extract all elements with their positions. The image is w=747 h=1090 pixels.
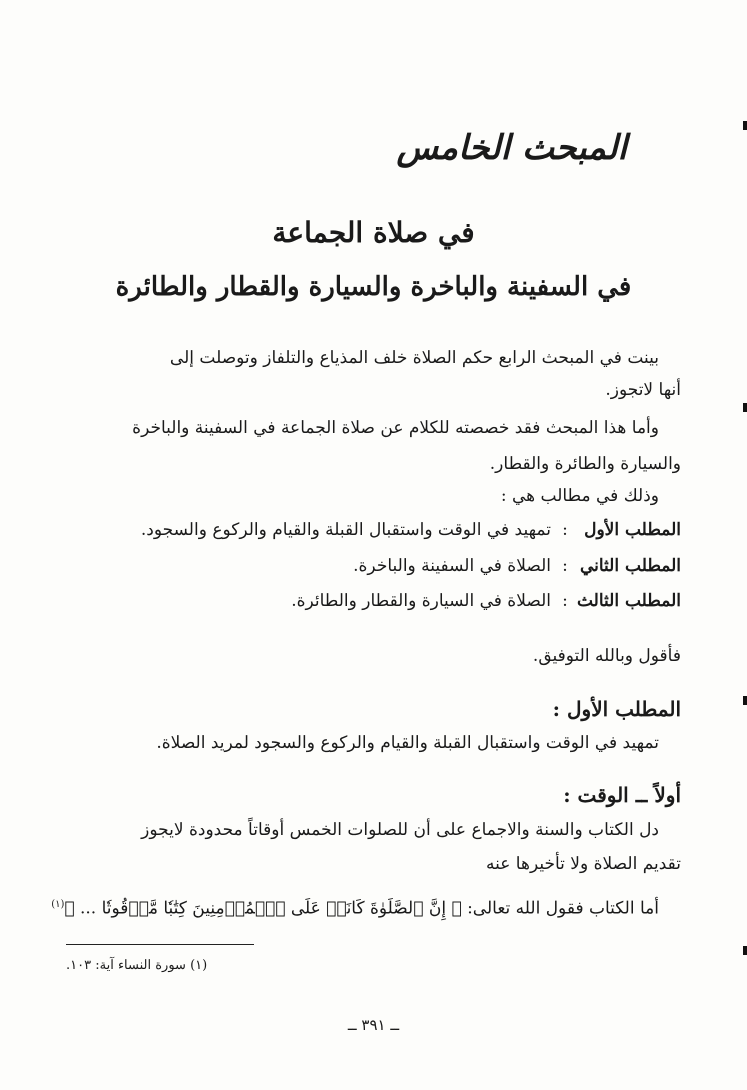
- footnote: (١) سورة النساء آية: ١٠٣.: [66, 958, 208, 973]
- colon-separator: :: [562, 556, 568, 576]
- page-edge-mark: [743, 403, 747, 412]
- intro-paragraph-2-line-2: والسيارة والطائرة والقطار.: [489, 454, 681, 474]
- footnote-divider: [66, 944, 254, 945]
- page-edge-mark: [743, 696, 747, 705]
- chapter-title: المبحث الخامس: [396, 128, 627, 168]
- first-point-line-2: تقديم الصلاة ولا تأخيرها عنه: [486, 854, 681, 874]
- section-description: الصلاة في السيارة والقطار والطائرة.: [291, 591, 551, 611]
- section-description: الصلاة في السفينة والباخرة.: [353, 556, 551, 576]
- page-edge-mark: [743, 121, 747, 130]
- section-heading-line-1: في صلاة الجماعة: [272, 216, 475, 249]
- quran-intro: أما الكتاب فقول الله تعالى:: [467, 898, 659, 919]
- first-section-text: تمهيد في الوقت واستقبال القبلة والقيام والركوع والسجود لمريد الصلاة.: [156, 733, 659, 753]
- section-list-item: [66, 522, 681, 539]
- section-label: المطلب الثالث: [576, 591, 681, 611]
- section-heading-line-2: في السفينة والباخرة والسيارة والقطار والطائرة: [115, 272, 632, 302]
- intro-paragraph-2-line-1: وأما هذا المبحث فقد خصصته للكلام عن صلاة الجماعة في السفينة والباخرة: [132, 418, 659, 438]
- footnote-marker: (١): [51, 899, 65, 910]
- quran-verse: ﴿ إِنَّ ٱلصَّلَوٰةَ كَانَتۡ عَلَى ٱلۡمُؤۡمِنِينَ كِتَٰبٗا مَّوۡقُوتٗا ... ﴾: [64, 898, 462, 919]
- section-list-item: [66, 593, 681, 610]
- section-label: المطلب الأول: [584, 520, 681, 540]
- intro-paragraph-3: وذلك في مطالب هي :: [500, 486, 659, 506]
- first-point-line-1: دل الكتاب والسنة والاجماع على أن للصلوات الخمس أوقاتاً محدودة لايجوز: [141, 820, 659, 840]
- colon-separator: :: [562, 520, 568, 540]
- quran-citation-line: [51, 898, 681, 919]
- page-number: ــ ٣٩١ ــ: [347, 1016, 400, 1034]
- colon-separator: :: [562, 591, 568, 611]
- first-section-heading: المطلب الأول :: [552, 697, 681, 721]
- closing-line: فأقول وبالله التوفيق.: [532, 646, 681, 666]
- page-edge-mark: [743, 946, 747, 955]
- first-point-heading: أولاً ــ الوقت :: [563, 783, 681, 807]
- intro-paragraph-1-line-1: بينت في المبحث الرابع حكم الصلاة خلف المذياع والتلفاز وتوصلت إلى: [169, 348, 659, 368]
- section-label: المطلب الثاني: [579, 556, 681, 576]
- intro-paragraph-1-line-2: أنها لاتجوز.: [605, 380, 681, 400]
- section-description: تمهيد في الوقت واستقبال القبلة والقيام والركوع والسجود.: [140, 520, 551, 540]
- section-list-item: [66, 558, 681, 575]
